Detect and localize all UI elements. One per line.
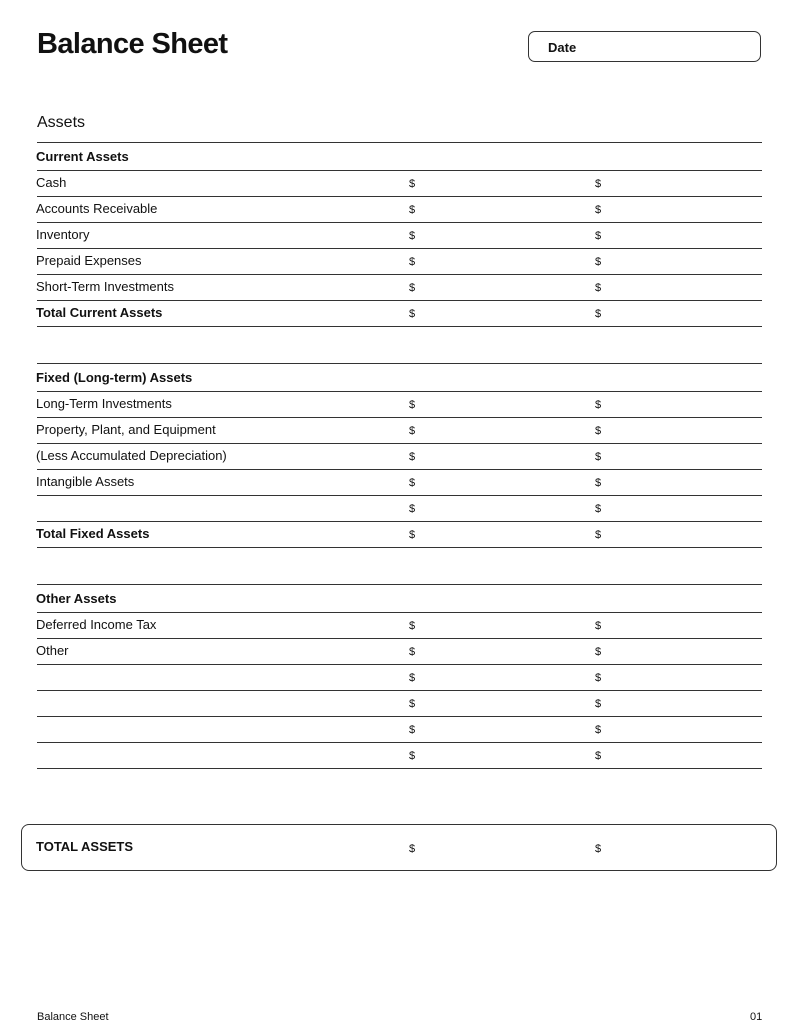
total-assets-box	[21, 824, 777, 871]
row-value-deferred-income-tax-col1[interactable]: $	[409, 620, 416, 632]
row-value-accounts-receivable-col1[interactable]: $	[409, 204, 416, 216]
date-label: Date	[548, 40, 577, 55]
row-label-less-accumulated-depreciation: (Less Accumulated Depreciation)	[36, 448, 227, 463]
row-label-short-term-investments: Short-Term Investments	[36, 279, 174, 294]
divider	[37, 363, 762, 364]
row-value-total-assets-col1[interactable]: $	[409, 843, 416, 855]
divider	[37, 443, 762, 444]
row-label-deferred-income-tax: Deferred Income Tax	[36, 617, 157, 632]
row-value-prepaid-expenses-col2[interactable]: $	[595, 256, 602, 268]
group-heading-fixed-assets: Fixed (Long-term) Assets	[36, 370, 193, 385]
section-heading-assets: Assets	[37, 114, 86, 131]
divider	[37, 664, 762, 665]
row-label-inventory: Inventory	[36, 227, 90, 242]
row-value-long-term-investments-col2[interactable]: $	[595, 399, 602, 411]
row-value-intangible-assets-col1[interactable]: $	[409, 477, 416, 489]
row-label-total-assets: TOTAL ASSETS	[36, 839, 134, 854]
group-heading-other-assets: Other Assets	[36, 591, 117, 606]
divider	[37, 274, 762, 275]
row-value-blank-col1[interactable]: $	[409, 724, 416, 736]
row-value-blank-col2[interactable]: $	[595, 698, 602, 710]
divider	[37, 417, 762, 418]
row-value-other-col1[interactable]: $	[409, 646, 416, 658]
footer-page-number: 01	[750, 1011, 763, 1023]
row-value-intangible-assets-col2[interactable]: $	[595, 477, 602, 489]
divider	[37, 716, 762, 717]
row-label-cash: Cash	[36, 175, 67, 190]
row-value-deferred-income-tax-col2[interactable]: $	[595, 620, 602, 632]
row-value-blank-col2[interactable]: $	[595, 672, 602, 684]
row-value-less-accumulated-depreciation-col1[interactable]: $	[409, 451, 416, 463]
row-value-property-plant-equipment-col2[interactable]: $	[595, 425, 602, 437]
divider	[37, 584, 762, 585]
row-value-accounts-receivable-col2[interactable]: $	[595, 204, 602, 216]
row-value-other-col2[interactable]: $	[595, 646, 602, 658]
divider	[37, 742, 762, 743]
row-value-short-term-investments-col1[interactable]: $	[409, 282, 416, 294]
divider	[37, 638, 762, 639]
row-value-blank-col1[interactable]: $	[409, 750, 416, 762]
row-value-blank-col2[interactable]: $	[595, 724, 602, 736]
divider	[37, 469, 762, 470]
row-value-blank-col2[interactable]: $	[595, 503, 602, 515]
row-value-short-term-investments-col2[interactable]: $	[595, 282, 602, 294]
row-value-total-assets-col2[interactable]: $	[595, 843, 602, 855]
row-value-total-fixed-assets-col1[interactable]: $	[409, 529, 416, 541]
row-label-total-current-assets: Total Current Assets	[36, 305, 163, 320]
divider	[37, 170, 762, 171]
row-value-inventory-col1[interactable]: $	[409, 230, 416, 242]
row-label-long-term-investments: Long-Term Investments	[36, 396, 172, 411]
divider	[37, 495, 762, 496]
row-label-intangible-assets: Intangible Assets	[36, 474, 135, 489]
row-value-property-plant-equipment-col1[interactable]: $	[409, 425, 416, 437]
divider	[37, 521, 762, 522]
divider	[37, 547, 762, 548]
divider	[37, 612, 762, 613]
divider	[37, 300, 762, 301]
row-value-long-term-investments-col1[interactable]: $	[409, 399, 416, 411]
row-value-less-accumulated-depreciation-col2[interactable]: $	[595, 451, 602, 463]
row-value-cash-col2[interactable]: $	[595, 178, 602, 190]
row-value-blank-col1[interactable]: $	[409, 503, 416, 515]
group-heading-current-assets: Current Assets	[36, 149, 129, 164]
divider	[37, 248, 762, 249]
row-value-inventory-col2[interactable]: $	[595, 230, 602, 242]
date-field[interactable]	[528, 31, 761, 62]
divider	[37, 768, 762, 769]
row-label-total-fixed-assets: Total Fixed Assets	[36, 526, 150, 541]
row-label-prepaid-expenses: Prepaid Expenses	[36, 253, 142, 268]
row-label-accounts-receivable: Accounts Receivable	[36, 201, 158, 216]
row-label-other: Other	[36, 643, 69, 658]
row-value-total-current-assets-col1[interactable]: $	[409, 308, 416, 320]
page-title: Balance Sheet	[37, 28, 228, 60]
divider	[37, 222, 762, 223]
divider	[37, 690, 762, 691]
row-label-property-plant-equipment: Property, Plant, and Equipment	[36, 422, 216, 437]
divider	[37, 391, 762, 392]
divider	[37, 196, 762, 197]
row-value-total-current-assets-col2[interactable]: $	[595, 308, 602, 320]
row-value-total-fixed-assets-col2[interactable]: $	[595, 529, 602, 541]
row-value-prepaid-expenses-col1[interactable]: $	[409, 256, 416, 268]
row-value-cash-col1[interactable]: $	[409, 178, 416, 190]
row-value-blank-col1[interactable]: $	[409, 672, 416, 684]
divider	[37, 142, 762, 143]
row-value-blank-col1[interactable]: $	[409, 698, 416, 710]
footer-document-name: Balance Sheet	[37, 1011, 109, 1023]
row-value-blank-col2[interactable]: $	[595, 750, 602, 762]
divider	[37, 326, 762, 327]
